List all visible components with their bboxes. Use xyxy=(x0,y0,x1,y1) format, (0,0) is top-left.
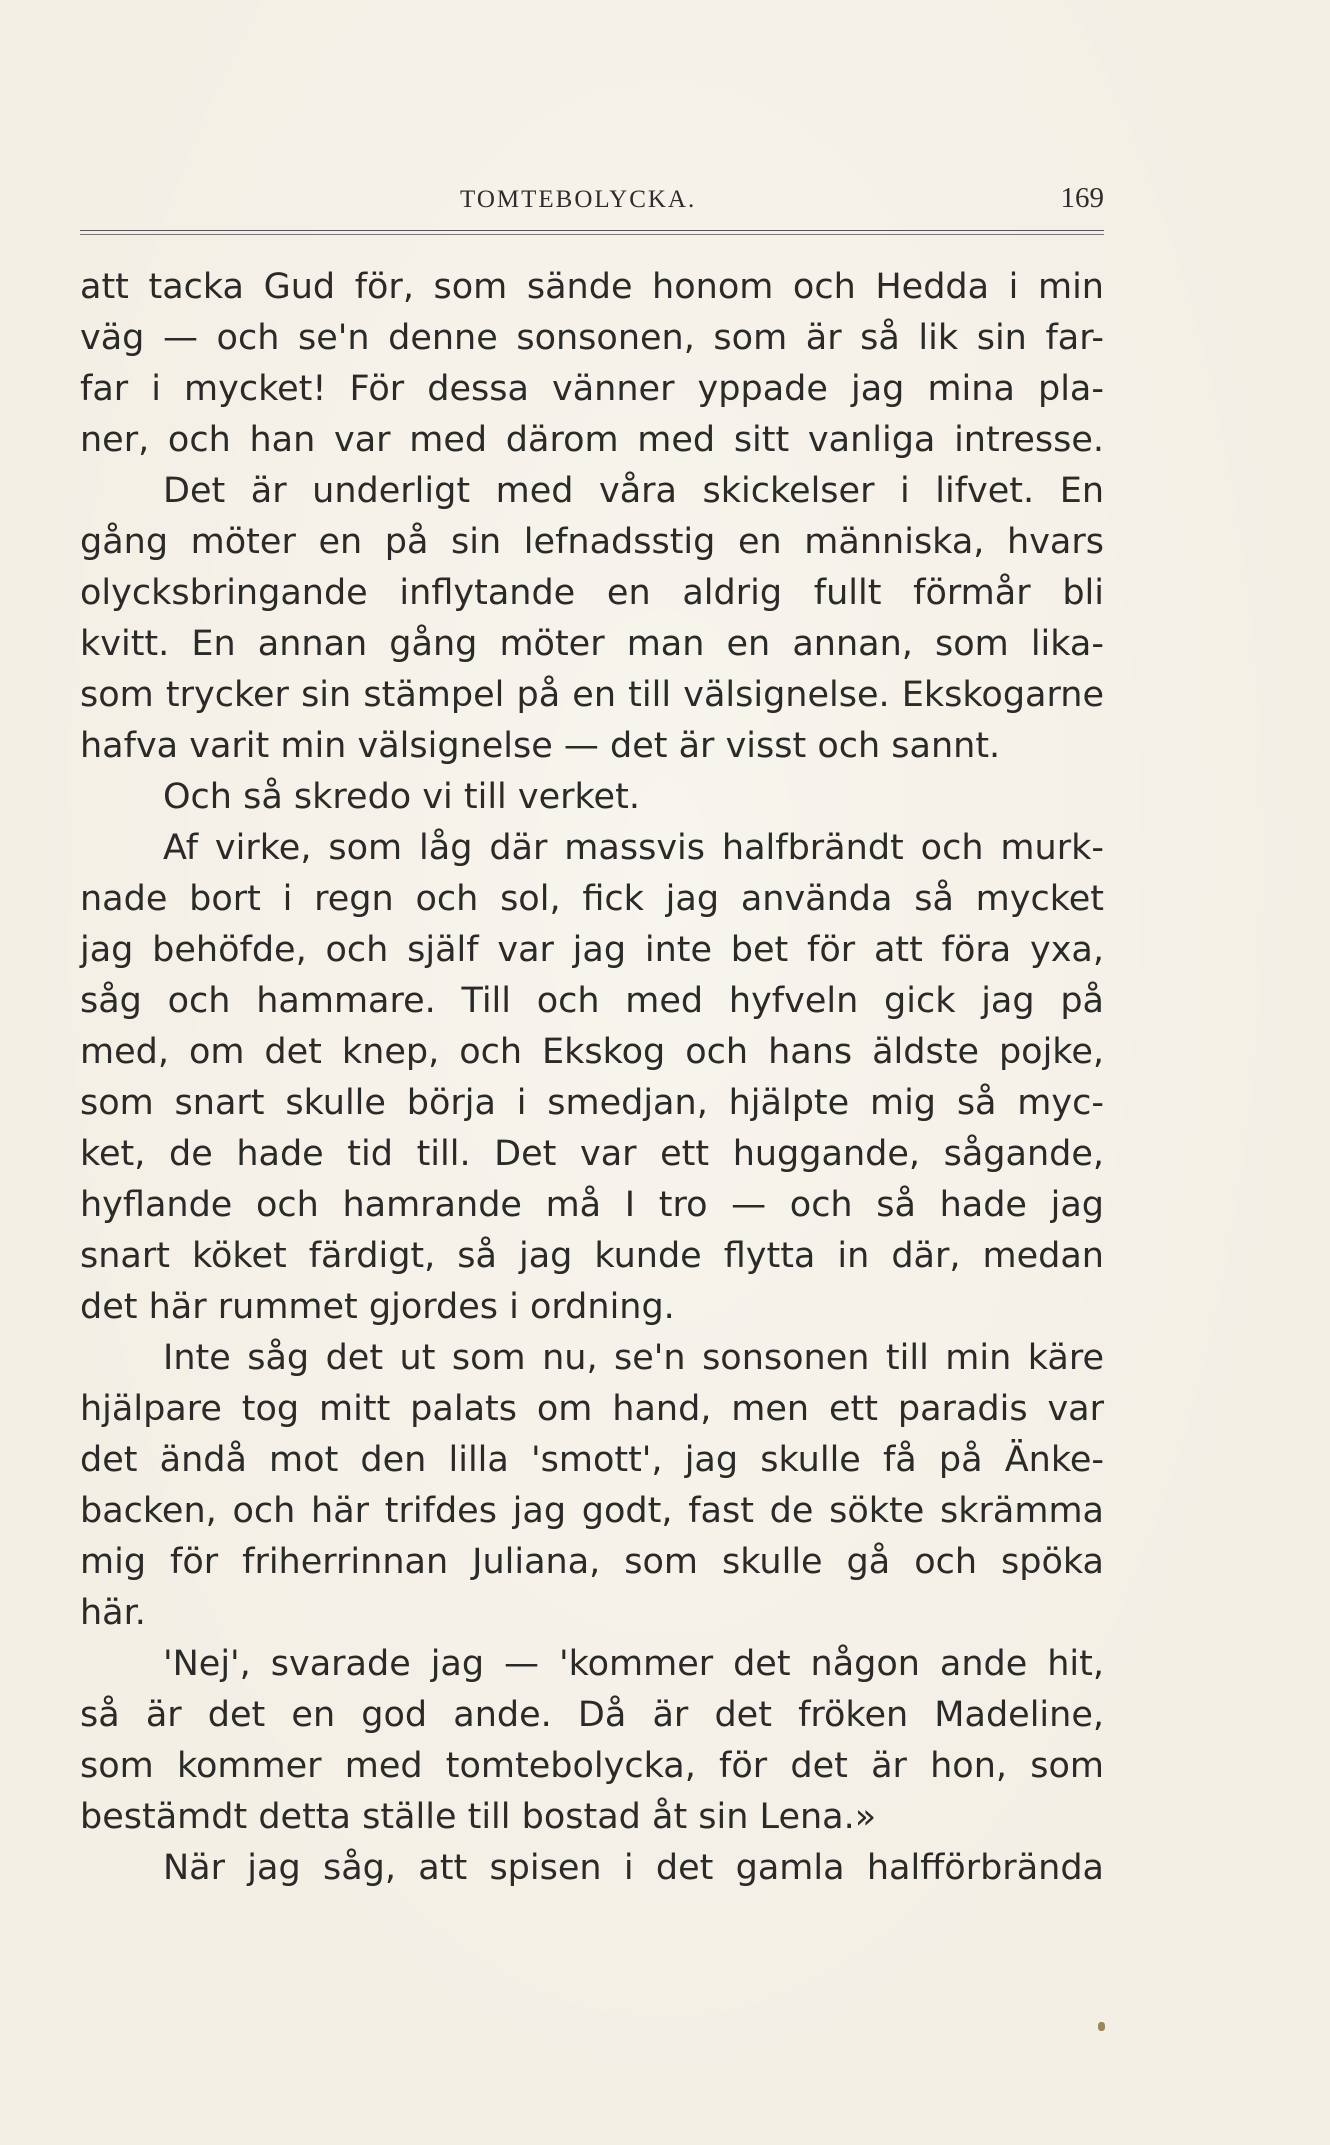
text-line: Det är underligt med våra skickelser i lifvet. En xyxy=(163,471,1104,511)
text-line: som trycker sin stämpel på en till välsignelse. Ekskogarne xyxy=(80,675,1104,715)
page-header xyxy=(80,178,1104,218)
text-line: ket, de hade tid till. Det var ett huggande, sågande, xyxy=(80,1134,1104,1174)
paper-speck xyxy=(1098,2022,1105,2031)
text-line: Inte såg det ut som nu, se'n sonsonen till min käre xyxy=(163,1338,1104,1378)
text-line: 'Nej', svarade jag — 'kommer det någon ande hit, xyxy=(163,1644,1104,1684)
page-number: 169 xyxy=(1060,182,1104,214)
text-line: det ändå mot den lilla 'smott', jag skulle få på Änke- xyxy=(80,1440,1104,1480)
text-line: jag behöfde, och själf var jag inte bet för att föra yxa, xyxy=(80,930,1104,970)
text-line: snart köket färdigt, så jag kunde flytta in där, medan xyxy=(80,1236,1104,1276)
text-line: gång möter en på sin lefnadsstig en människa, hvars xyxy=(80,522,1104,562)
text-line: här. xyxy=(80,1593,146,1633)
text-line: Af virke, som låg där massvis halfbrändt och murk- xyxy=(163,828,1104,868)
text-line: som kommer med tomtebolycka, för det är hon, som xyxy=(80,1746,1104,1786)
text-line: far i mycket! För dessa vänner yppade jag mina pla- xyxy=(80,369,1104,409)
text-line: När jag såg, att spisen i det gamla halfförbrända xyxy=(163,1848,1104,1888)
running-title: TOMTEBOLYCKA. xyxy=(460,186,697,213)
text-line: som snart skulle börja i smedjan, hjälpte mig så myc- xyxy=(80,1083,1104,1123)
text-line: med, om det knep, och Ekskog och hans äldste pojke, xyxy=(80,1032,1104,1072)
text-line: Och så skredo vi till verket. xyxy=(163,777,640,817)
body-text xyxy=(80,262,1104,1894)
text-line: bestämdt detta ställe till bostad åt sin Lena.» xyxy=(80,1797,877,1837)
text-line: backen, och här trifdes jag godt, fast de sökte skrämma xyxy=(80,1491,1104,1531)
text-line: väg — och se'n denne sonsonen, som är så lik sin far- xyxy=(80,318,1104,358)
text-line: olycksbringande inflytande en aldrig fullt förmår bli xyxy=(80,573,1104,613)
text-line: att tacka Gud för, som sände honom och Hedda i min xyxy=(80,267,1104,307)
text-line: nade bort i regn och sol, fick jag använda så mycket xyxy=(80,879,1104,919)
text-line: kvitt. En annan gång möter man en annan, som lika- xyxy=(80,624,1104,664)
text-line: det här rummet gjordes i ordning. xyxy=(80,1287,675,1327)
text-line: mig för friherrinnan Juliana, som skulle gå och spöka xyxy=(80,1542,1104,1582)
text-line: ner, och han var med därom med sitt vanliga intresse. xyxy=(80,420,1104,460)
text-line: hyflande och hamrande må I tro — och så hade jag xyxy=(80,1185,1104,1225)
header-rule xyxy=(80,230,1104,235)
text-line: hjälpare tog mitt palats om hand, men ett paradis var xyxy=(80,1389,1104,1429)
text-line: såg och hammare. Till och med hyfveln gick jag på xyxy=(80,981,1104,1021)
text-line: så är det en god ande. Då är det fröken Madeline, xyxy=(80,1695,1104,1735)
text-line: hafva varit min välsignelse — det är visst och sannt. xyxy=(80,726,1001,766)
